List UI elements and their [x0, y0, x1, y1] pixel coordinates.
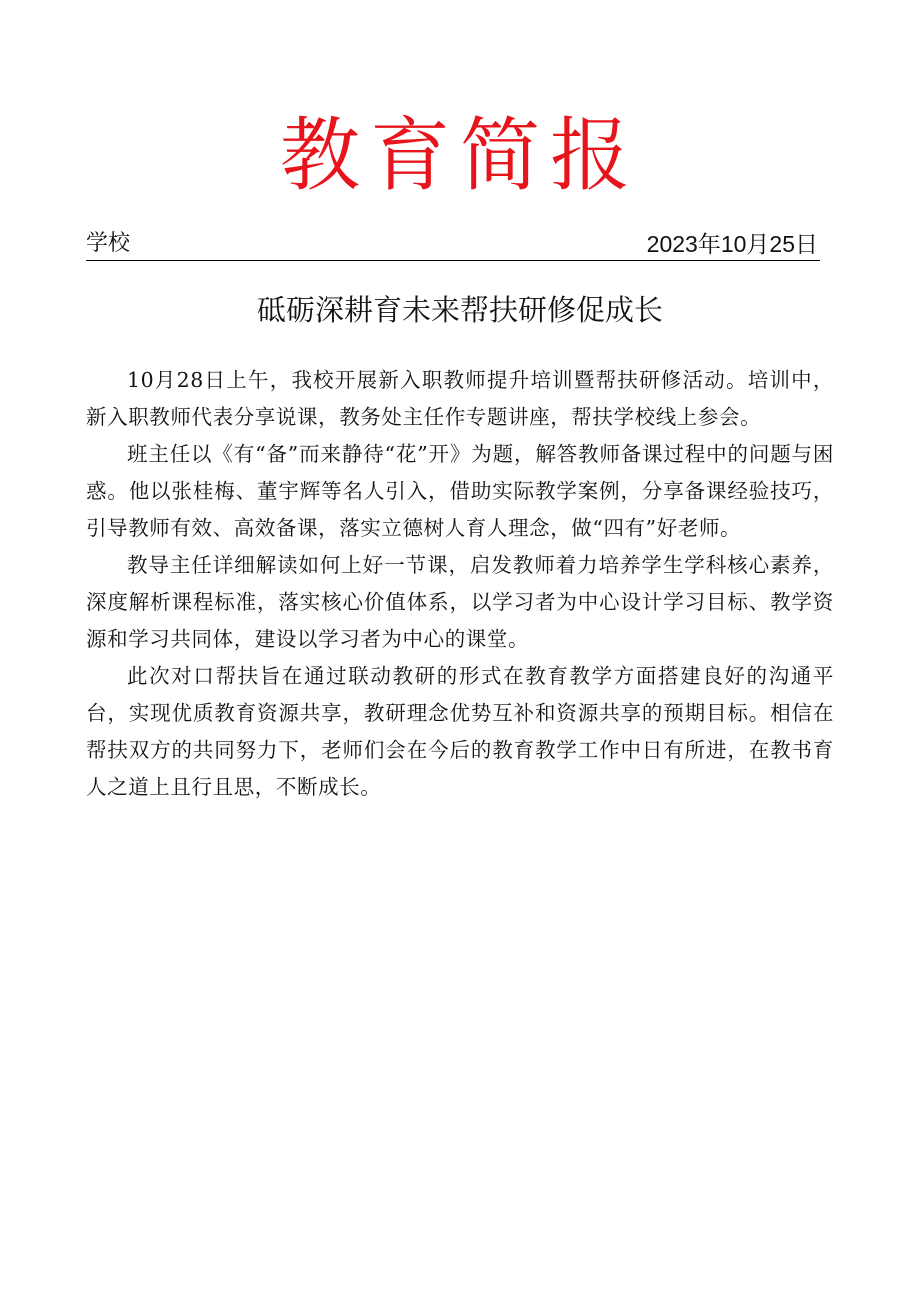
article-paragraph: 教导主任详细解读如何上好一节课，启发教师着力培养学生学科核心素养，深度解析课程标准，落实核心价值体系，以学习者为中心设计学习目标、教学资源和学习共同体，建设以学习者为中心的课堂。: [86, 553, 834, 651]
school-label: 学校: [86, 231, 131, 256]
article-title: 砥砺深耕育未来帮扶研修促成长: [256, 293, 663, 327]
article-paragraph: 班主任以《有“备”而来静待“花”开》为题，解答教师备课过程中的问题与困惑。他以张桂梅、董宇辉等名人引入，借助实际教学案例，分享备课经验技巧，引导教师有效、高效备课，落实立德树人育人理念，做“四有”好老师。: [86, 442, 834, 540]
article-paragraph: 此次对口帮扶旨在通过联动教研的形式在教育教学方面搭建良好的沟通平台，实现优质教育资源共享，教研理念优势互补和资源共享的预期目标。相信在帮扶双方的共同努力下，老师们会在今后的教育教学工作中日有所进，在教书育人之道上且行且思，不断成长。: [86, 664, 834, 799]
issue-date: 2023年10月25日: [646, 231, 818, 257]
school-date-line: [86, 228, 820, 261]
article-body: [86, 362, 834, 806]
article-paragraph: 10月28日上午，我校开展新入职教师提升培训暨帮扶研修活动。培训中，新入职教师代表分享说课，教务处主任作专题讲座，帮扶学校线上参会。: [86, 368, 834, 429]
newsletter-masthead: 教育简报: [280, 109, 640, 202]
